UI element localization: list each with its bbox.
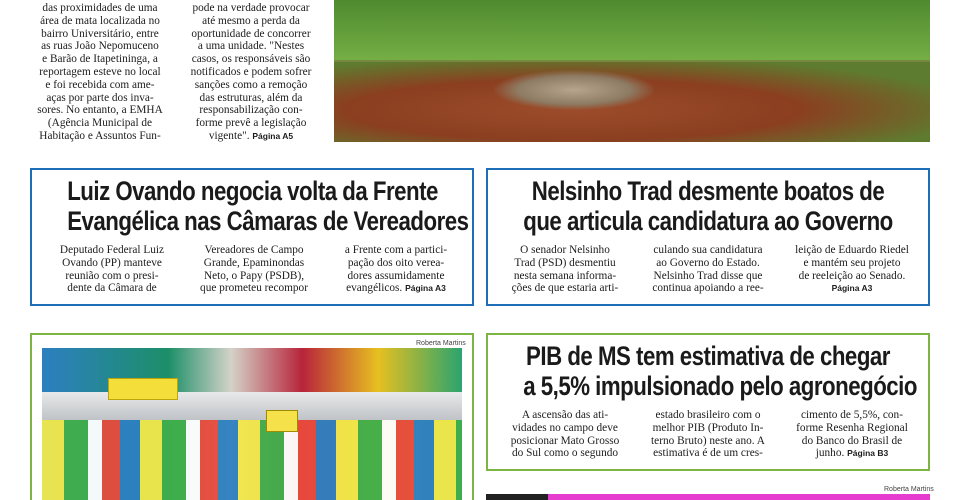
text-line: Grande, Epaminondas [203, 256, 305, 269]
text-line: reportagem esteve no local [39, 65, 161, 78]
text-line [180, 130, 322, 143]
text-line: casos, os responsáveis são [191, 53, 311, 66]
photo-price-tag [266, 410, 298, 432]
headline-line: Nelsinho Trad desmente boatos de [531, 176, 885, 206]
text-line: oportunidade de concorrer [191, 27, 311, 40]
text-line: e mantém seu projeto [803, 256, 901, 269]
section-tab [486, 494, 548, 500]
photo-bottles [42, 420, 462, 500]
text-line: dores assumidamente [347, 269, 445, 282]
text-line: terno Bruto) neste ano. A [651, 434, 765, 447]
article-trad-headline [523, 176, 893, 236]
text-line-end: evangélicos. [346, 282, 403, 295]
photo-credit-bottom: Roberta Martins [884, 486, 934, 493]
text-line: forme prevê a legislação [195, 117, 307, 130]
article-trad-col-3 [782, 244, 922, 295]
photo-credit: Roberta Martins [416, 340, 466, 347]
photo-shelf-edge [42, 392, 462, 420]
article-ovando-headline [67, 176, 469, 236]
headline-line: Evangélica nas Câmaras de Vereadores [67, 206, 469, 236]
article-ovando-col-3 [330, 244, 462, 295]
text-line: pação dos oito verea- [347, 256, 445, 269]
text-line: leição de Eduardo Riedel [795, 244, 909, 256]
page-reference[interactable]: Página A3 [831, 283, 873, 294]
text-line-end: junho. [815, 447, 845, 460]
text-line: dente da Câmara de [67, 282, 157, 295]
text-line-end: vigente". [208, 129, 250, 142]
text-line: das estruturas, além da [199, 91, 303, 104]
text-line: A ascensão das ati- [521, 409, 609, 421]
text-line: a uma unidade. "Nestes [197, 40, 305, 53]
text-line: Trad (PSD) desmentiu [514, 256, 616, 269]
text-line: Neto, o Papy (PSDB), [203, 269, 305, 282]
text-line: pode na verdade provocar [192, 2, 310, 14]
article-pib-headline [523, 341, 917, 401]
text-line: melhor PIB (Produto In- [652, 421, 764, 434]
text-line: Deputado Federal Luiz [59, 244, 165, 256]
text-line: do Sul como o segundo [511, 447, 619, 460]
top-left-column-1 [30, 2, 170, 143]
page-reference[interactable]: Página B3 [847, 448, 889, 459]
text-line: reunião com o presi- [65, 269, 159, 282]
text-line: do Banco do Brasil de [801, 434, 903, 447]
text-line: Ovando (PP) manteve [62, 256, 162, 269]
article-ovando-col-2 [186, 244, 322, 295]
text-line: forme Resenha Regional [796, 421, 908, 434]
text-line: Vereadores de Campo [204, 244, 304, 256]
text-line: culando sua candidatura [653, 244, 763, 256]
text-line: vidades no campo deve [512, 421, 618, 434]
text-line: notificados e podem sofrer [190, 65, 312, 78]
vacant-lot-photo [334, 0, 930, 142]
text-line: bairro Universitário, entre [41, 27, 159, 40]
text-line: nesta semana informa- [513, 269, 617, 282]
top-left-column-2 [180, 2, 322, 143]
page-reference[interactable]: Página A5 [252, 130, 294, 141]
text-line: sanções como a remoção [194, 78, 308, 91]
article-pib-col-1 [496, 409, 634, 460]
text-line: cimento de 5,5%, con- [801, 409, 903, 421]
text-line: e foi recebida com ame- [45, 78, 155, 91]
article-trad-col-1 [496, 244, 634, 295]
text-line: área de mata localizada no [40, 14, 160, 27]
text-line: estado brasileiro com o [655, 409, 761, 421]
headline-line: PIB de MS tem estimativa de chegar [526, 341, 890, 371]
text-line: continua apoiando a ree- [652, 282, 764, 295]
supermarket-shelf-photo [42, 348, 462, 500]
text-line: a Frente com a partici- [344, 244, 448, 256]
text-line: das proximidades de uma [42, 2, 158, 14]
headline-line: que articula candidatura ao Governo [523, 206, 893, 236]
text-line: de reeleição ao Senado. [798, 269, 906, 282]
text-line: aças por parte dos inva- [46, 91, 154, 104]
text-line [782, 282, 922, 295]
text-line: responsabilização con- [199, 104, 303, 117]
text-line: que prometeu recompor [200, 282, 308, 295]
text-line: (Agência Municipal de [47, 117, 153, 130]
text-line: sores. No entanto, a EMHA [37, 104, 163, 117]
article-pib-col-3 [782, 409, 922, 460]
page-reference[interactable]: Página A3 [405, 283, 446, 294]
text-line: posicionar Mato Grosso [510, 434, 620, 447]
text-line: Nelsinho Trad disse que [653, 269, 763, 282]
photo-shelf-tag [108, 378, 178, 400]
article-ovando-col-1 [46, 244, 178, 295]
headline-line: Luiz Ovando negocia volta da Frente [67, 176, 438, 206]
text-line: e Barão de Itapetininga, a [42, 53, 158, 66]
text-line: ao Governo do Estado. [656, 256, 760, 269]
article-pib-col-2 [638, 409, 778, 460]
headline-line: a 5,5% impulsionado pelo agronegócio [523, 371, 917, 401]
article-trad-col-2 [638, 244, 778, 295]
text-line: as ruas João Nepomuceno [41, 40, 159, 53]
text-line: estimativa é de um cres- [653, 447, 763, 460]
text-line: ções de que estaria arti- [511, 282, 619, 295]
text-line: O senador Nelsinho [520, 244, 610, 256]
photo-rubble [494, 70, 654, 110]
text-line: até mesmo a perda da [202, 14, 300, 27]
text-line: Habitação e Assuntos Fun- [39, 129, 161, 142]
photo-grass [334, 0, 930, 60]
text-line [782, 447, 922, 460]
section-bar [486, 494, 930, 500]
text-line [330, 282, 462, 295]
